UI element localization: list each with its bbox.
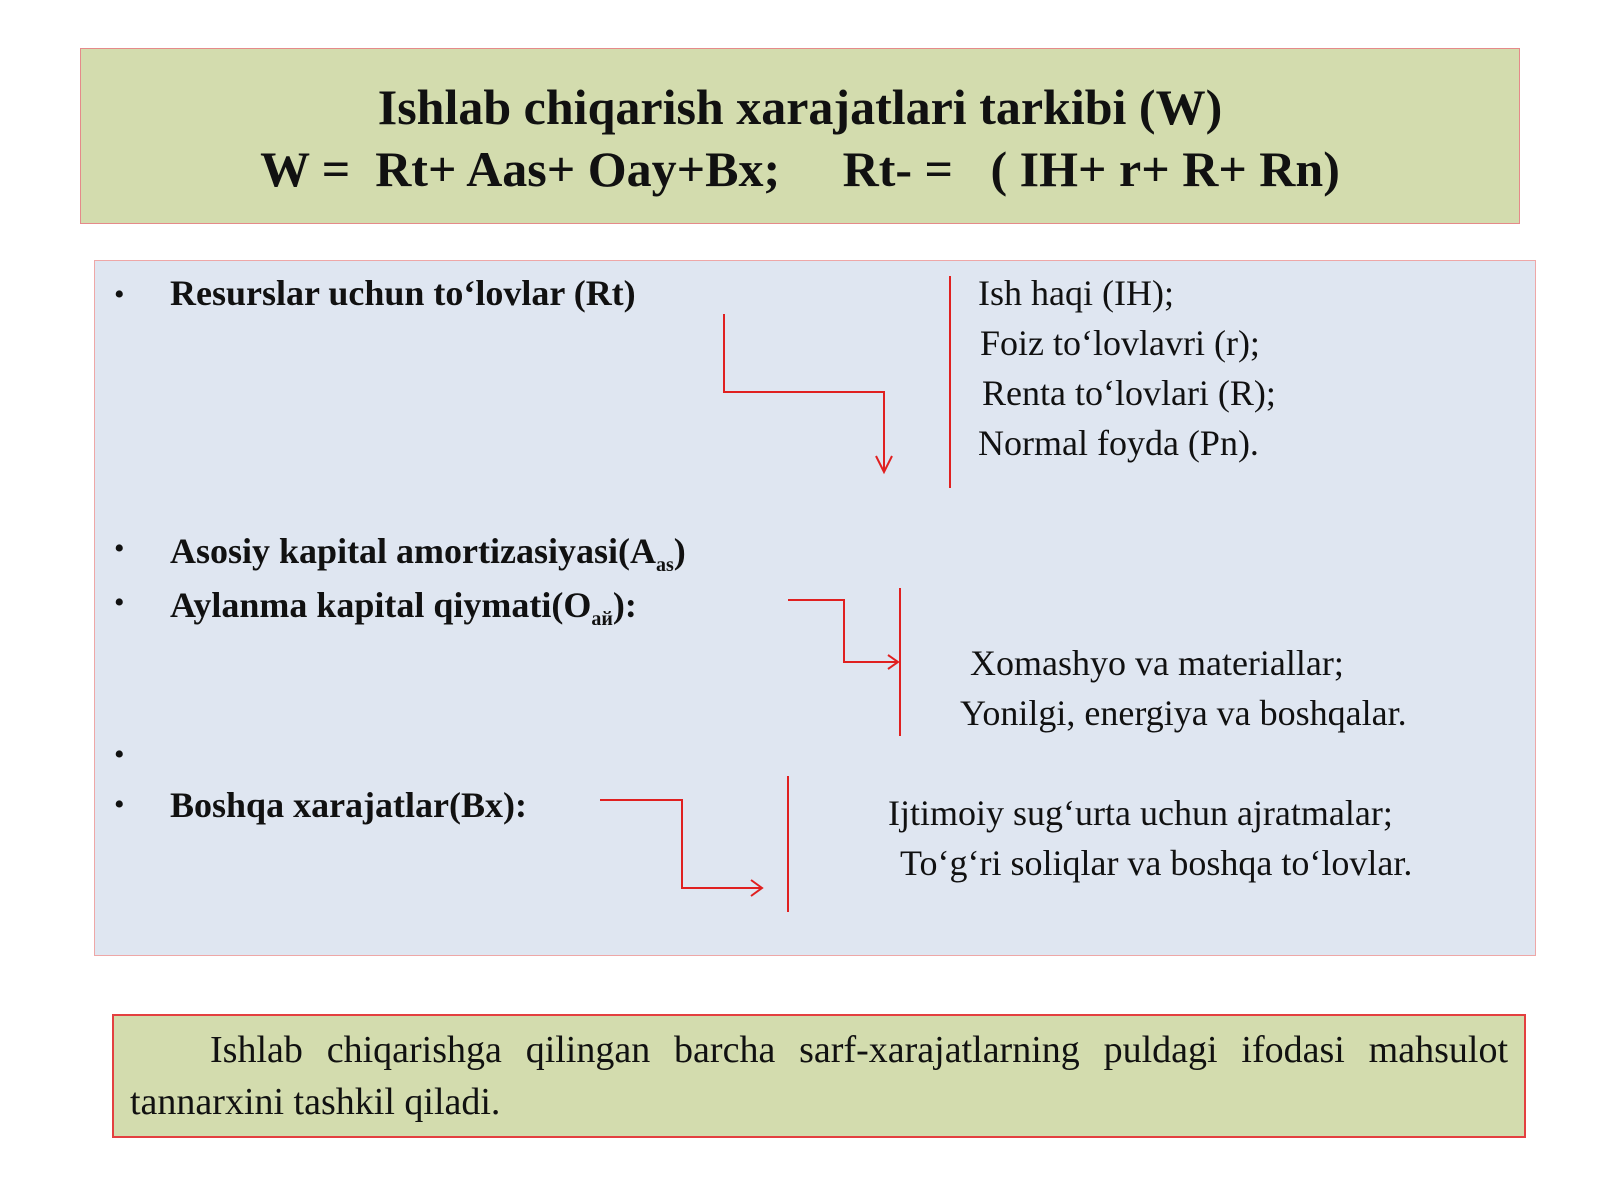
rt-detail-interest: Foiz to‘lovlavri (r); bbox=[980, 323, 1260, 363]
rt-detail-rent: Renta to‘lovlari (R); bbox=[982, 373, 1276, 413]
bullet-icon: • bbox=[114, 586, 125, 619]
item-resources-payments: Resurslar uchun to‘lovlar (Rt) bbox=[170, 273, 636, 313]
item-working-capital-value: Aylanma kapital $qiymati(O_{ай})$: bbox=[170, 585, 637, 630]
rt-detail-profit: Normal foyda (Pn). bbox=[978, 423, 1259, 463]
bx-detail-social-insurance: Ijtimoiy sug‘urta uchun ajratmalar; bbox=[888, 793, 1393, 833]
oay-detail-raw-materials: Xomashyo va materiallar; bbox=[970, 643, 1344, 683]
bullet-icon: • bbox=[114, 788, 125, 821]
item-other-expenses: Boshqa xarajatlar(Bx): bbox=[170, 785, 527, 825]
slide-title: Ishlab chiqarish xarajatlari tarkibi (W) bbox=[377, 79, 1223, 135]
summary-note-text: Ishlab chiqarishga qilingan barcha sarf-xarajatlarning puldagi ifodasi mahsulot tannarxini tashkil qiladi. bbox=[130, 1029, 1508, 1123]
bullet-icon: • bbox=[114, 278, 125, 311]
bx-arrow bbox=[600, 800, 762, 888]
item-fixed-capital-amortization: Asosiy kapital $amortizasiyasi(A_{as})$ bbox=[170, 531, 686, 576]
oay-arrow bbox=[788, 600, 898, 662]
summary-note bbox=[112, 1014, 1526, 1138]
bullet-icon: • bbox=[114, 532, 125, 565]
bullet-icon: • bbox=[114, 738, 125, 771]
rt-arrow bbox=[724, 314, 884, 470]
formula-line: W = Rt+ Aas+ Oay+Bx; Rt- = ( IH+ r+ R+ Rn) bbox=[260, 141, 1340, 197]
bx-detail-taxes: To‘g‘ri soliqlar va boshqa to‘lovlar. bbox=[900, 843, 1413, 883]
rt-detail-wages: Ish haqi (IH); bbox=[978, 273, 1174, 313]
oay-detail-fuel-energy: Yonilgi, energiya va boshqalar. bbox=[960, 693, 1407, 733]
